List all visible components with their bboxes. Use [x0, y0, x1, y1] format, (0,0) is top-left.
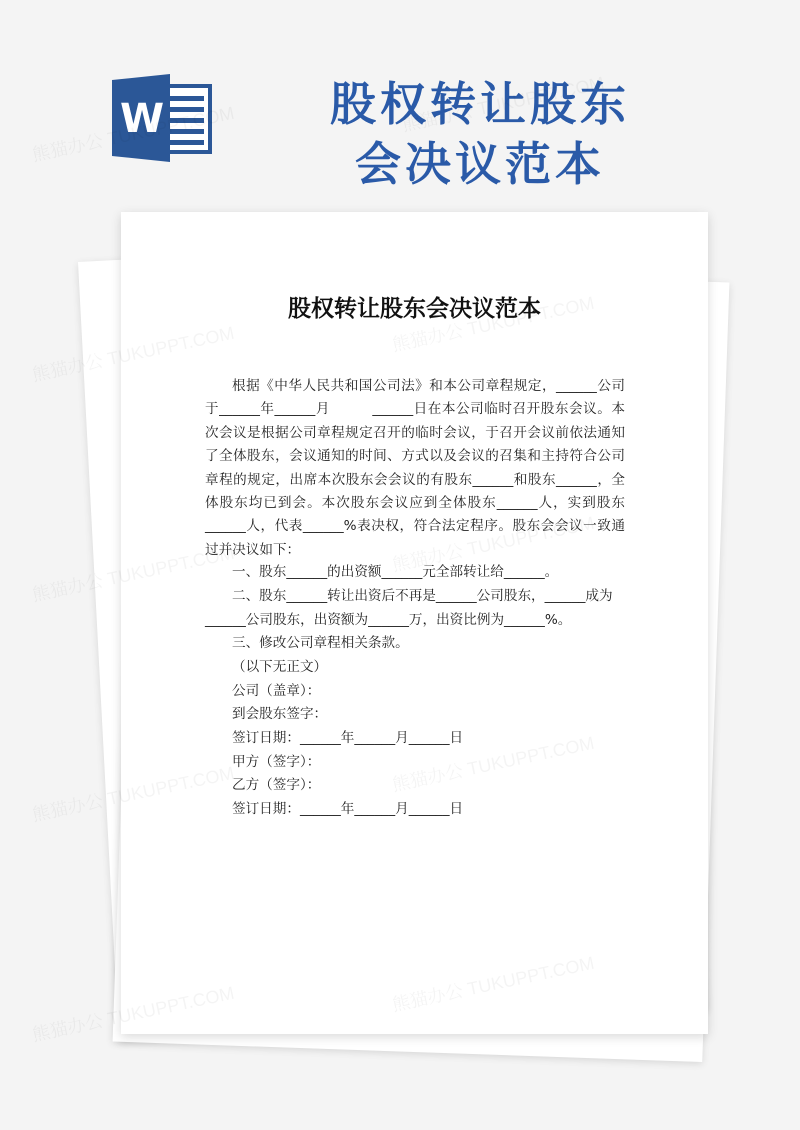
shareholder-sign-line: 到会股东签字： [232, 706, 328, 722]
sign-date-line: 签订日期：______年______月______日 [232, 801, 464, 817]
no-text-note: （以下无正文） [232, 659, 328, 675]
page-title-line2: 会决议范本 [355, 137, 605, 191]
resolution-item-2b: ______公司股东，出资额为______万，出资比例为______%。 [205, 612, 572, 628]
page-title [290, 74, 670, 194]
company-seal-line: 公司（盖章）： [232, 683, 321, 699]
word-icon-letter: W [120, 96, 165, 142]
resolution-item-2a: 二、股东______转让出资后不再是______公司股东，______成为 [232, 588, 613, 604]
word-document-icon [112, 74, 214, 162]
resolution-item-1: 一、股东______的出资额______元全部转让给______。 [232, 564, 559, 580]
document-page [121, 212, 708, 1034]
sign-date-line: 签订日期：______年______月______日 [232, 730, 464, 746]
resolution-item-3: 三、修改公司章程相关条款。 [232, 635, 409, 651]
document-paragraph: 根据《中华人民共和国公司法》和本公司章程规定，______公司于______年______月 ______日在本公司临时召开股东会议。本次会议是根据公司章程规定召开的临时会议，于召开会议前依法通知了全体股东，会议通知的时间、方式以及会议的召集和主持符合公司章程的规定，出席本次股东会会议的有股东______和股东______，全体股东均已到会。本次股东会议应到全体股东______人，实到股东______人，代表______%表决权，符合法定程序。股东会会议一致通过并决议如下： [205, 378, 625, 558]
header [0, 0, 800, 210]
document-title: 股权转让股东会决议范本 [288, 296, 541, 322]
party-a-sign-line: 甲方（签字）： [232, 754, 321, 770]
page-title-line1: 股权转让股东 [330, 77, 630, 131]
party-b-sign-line: 乙方（签字）： [232, 777, 321, 793]
